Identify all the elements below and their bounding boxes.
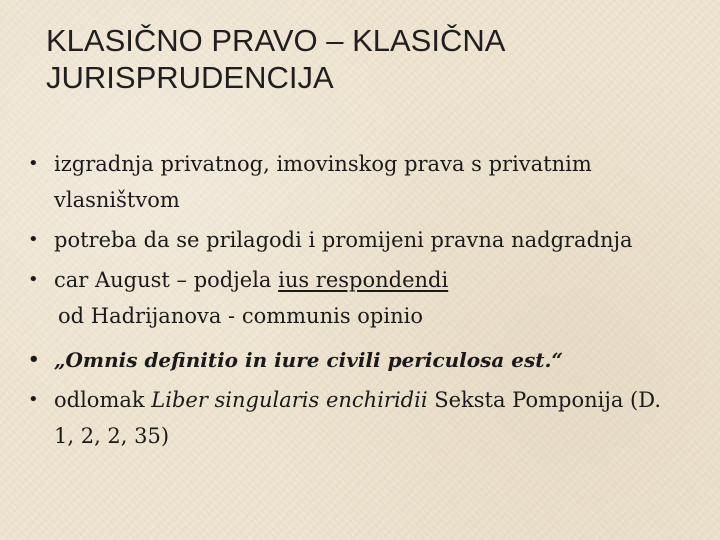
bullet-item	[28, 222, 678, 258]
bullet-item	[28, 262, 678, 298]
bullet-continuation-line: od Hadrijanova - communis opinio	[58, 304, 423, 328]
bullet-quote: „Omnis definitio in iure civili periculosa est.“	[54, 348, 563, 372]
bullet-text: car August – podjela	[54, 268, 279, 292]
slide-title-line-1: KLASIČNO PRAVO – KLASIČNA	[46, 23, 506, 58]
bullet-dot-icon: •	[28, 269, 39, 290]
bullet-dot-icon: •	[28, 389, 39, 410]
bullet-dot-icon: •	[28, 229, 39, 250]
bullet-italic-title: Liber singularis enchiridii	[151, 388, 428, 412]
bullet-text: odlomak	[54, 388, 152, 412]
bullet-item	[28, 342, 678, 378]
bullet-dot-icon: •	[28, 153, 39, 174]
bullet-dot-icon: •	[28, 349, 40, 370]
bullet-item	[28, 146, 678, 218]
slide-title	[46, 22, 686, 96]
bullet-text: potreba da se prilagodi i promijeni pravna nadgradnja	[54, 228, 633, 252]
bullet-underlined-term: ius respondendi	[278, 268, 449, 292]
bullet-item	[28, 382, 678, 454]
bullet-text: izgradnja privatnog, imovinskog prava s privatnim vlasništvom	[54, 152, 592, 212]
bullet-text-suffix: Seksta Pomponija (D. 1, 2, 2, 35)	[54, 388, 661, 448]
slide-title-line-2: JURISPRUDENCIJA	[46, 60, 334, 95]
bullet-list	[28, 146, 678, 454]
